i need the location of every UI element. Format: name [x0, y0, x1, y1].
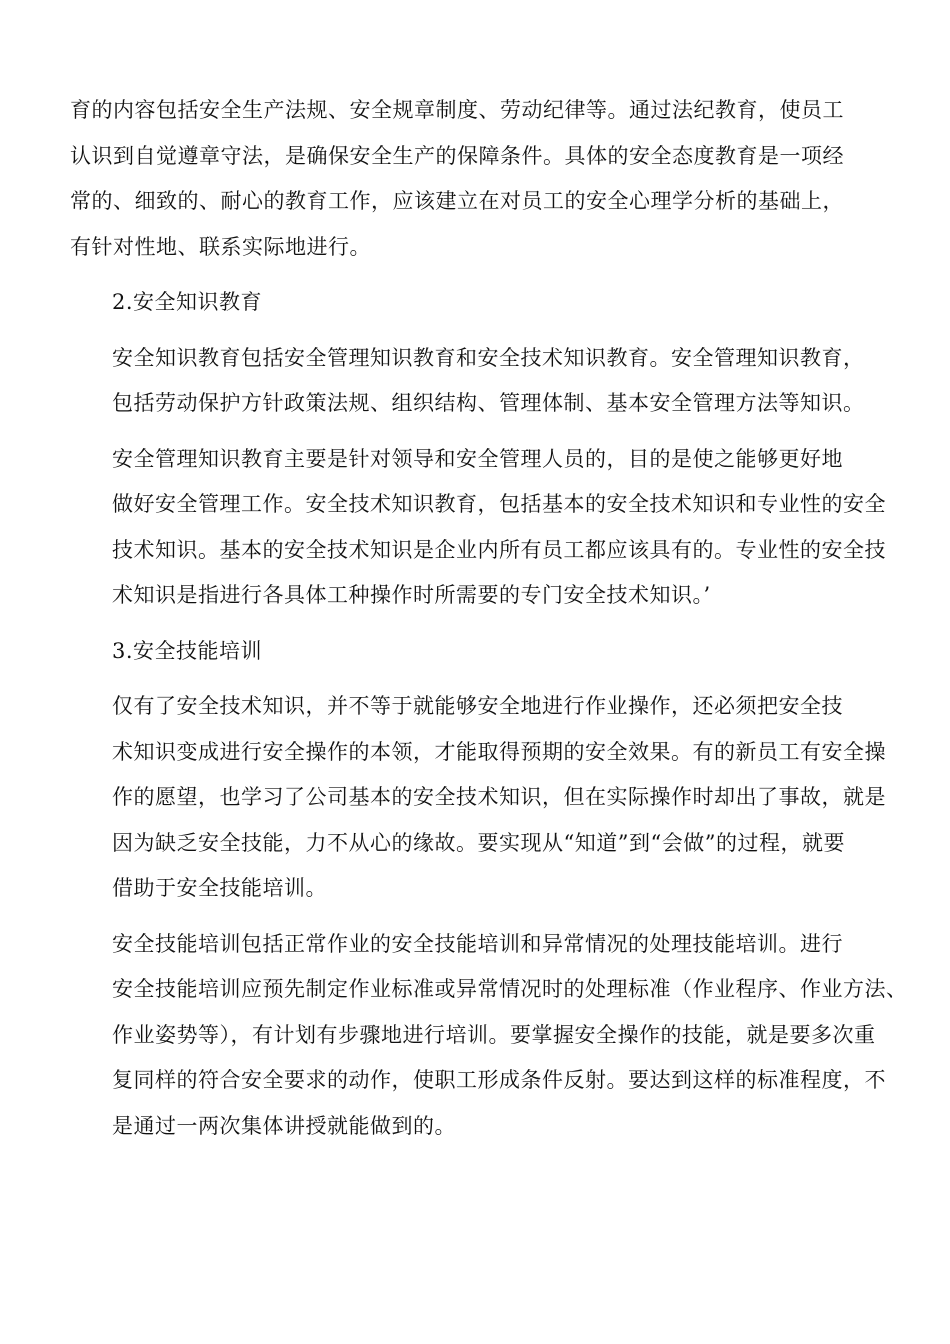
text-line: 做好安全管理工作。安全技术知识教育，包括基本的安全技术知识和专业性的安全 [112, 492, 886, 516]
section-heading-safety-knowledge [70, 280, 882, 326]
text-line: 安全技能培训包括正常作业的安全技能培训和异常情况的处理技能培训。进行 [112, 931, 843, 956]
text-line: 是通过一两次集体讲授就能做到的。 [112, 1113, 456, 1138]
text-line: 仅有了安全技术知识，并不等于就能够安全地进行作业操作，还必须把安全技 [112, 694, 843, 718]
text-line: 作的愿望，也学习了公司基本的安全技术知识，但在实际操作时却出了事故，就是 [112, 785, 886, 809]
paragraph-skill-need [70, 684, 886, 912]
text-line: 技术知识。基本的安全技术知识是企业内所有员工都应该具有的。专业性的安全技 [112, 537, 886, 562]
text-line: 安全知识教育包括安全管理知识教育和安全技术知识教育。安全管理知识教育， [112, 345, 865, 370]
text-line: 有针对性地、联系实际地进行。 [70, 234, 371, 259]
text-line: 安全管理知识教育主要是针对领导和安全管理人员的，目的是使之能够更好地 [112, 446, 843, 471]
text-line: 作业姿势等），有计划有步骤地进行培训。要掌握安全操作的技能，就是要多次重 [112, 1022, 876, 1047]
text-line: 安全技能培训应预先制定作业标准或异常情况时的处理标准（作业程序、作业方法、 [112, 977, 908, 1001]
text-line: 因为缺乏安全技能，力不从心的缘故。要实现从“知道”到“会做”的过程，就要 [112, 830, 845, 855]
paragraph-management-knowledge [70, 437, 886, 619]
heading-text: 2.安全知识教育 [112, 290, 263, 314]
text-line: 借助于安全技能培训。 [112, 876, 327, 900]
text-line: 育的内容包括安全生产法规、安全规章制度、劳动纪律等。通过法纪教育，使员工 [70, 98, 844, 122]
document-body [70, 88, 908, 1149]
text-line: 认识到自觉遵章守法，是确保安全生产的保障条件。具体的安全态度教育是一项经 [70, 143, 844, 168]
text-line: 包括劳动保护方针政策法规、组织结构、管理体制、基本安全管理方法等知识。 [112, 391, 865, 415]
text-line: 复同样的符合安全要求的动作，使职工形成条件反射。要达到这样的标准程度，不 [112, 1068, 886, 1092]
text-line: 术知识变成进行安全操作的本领，才能取得预期的安全效果。有的新员工有安全操 [112, 739, 886, 764]
paragraph-knowledge-intro [70, 336, 882, 427]
paragraph-safety-attitude [70, 88, 882, 270]
section-heading-skill-training [70, 629, 882, 675]
paragraph-skill-training-content [70, 922, 908, 1150]
heading-text: 3.安全技能培训 [112, 638, 263, 663]
text-line: 术知识是指进行各具体工种操作时所需要的专门安全技术知识。’ [112, 583, 711, 607]
text-line: 常的、细致的、耐心的教育工作，应该建立在对员工的安全心理学分析的基础上， [70, 189, 844, 213]
